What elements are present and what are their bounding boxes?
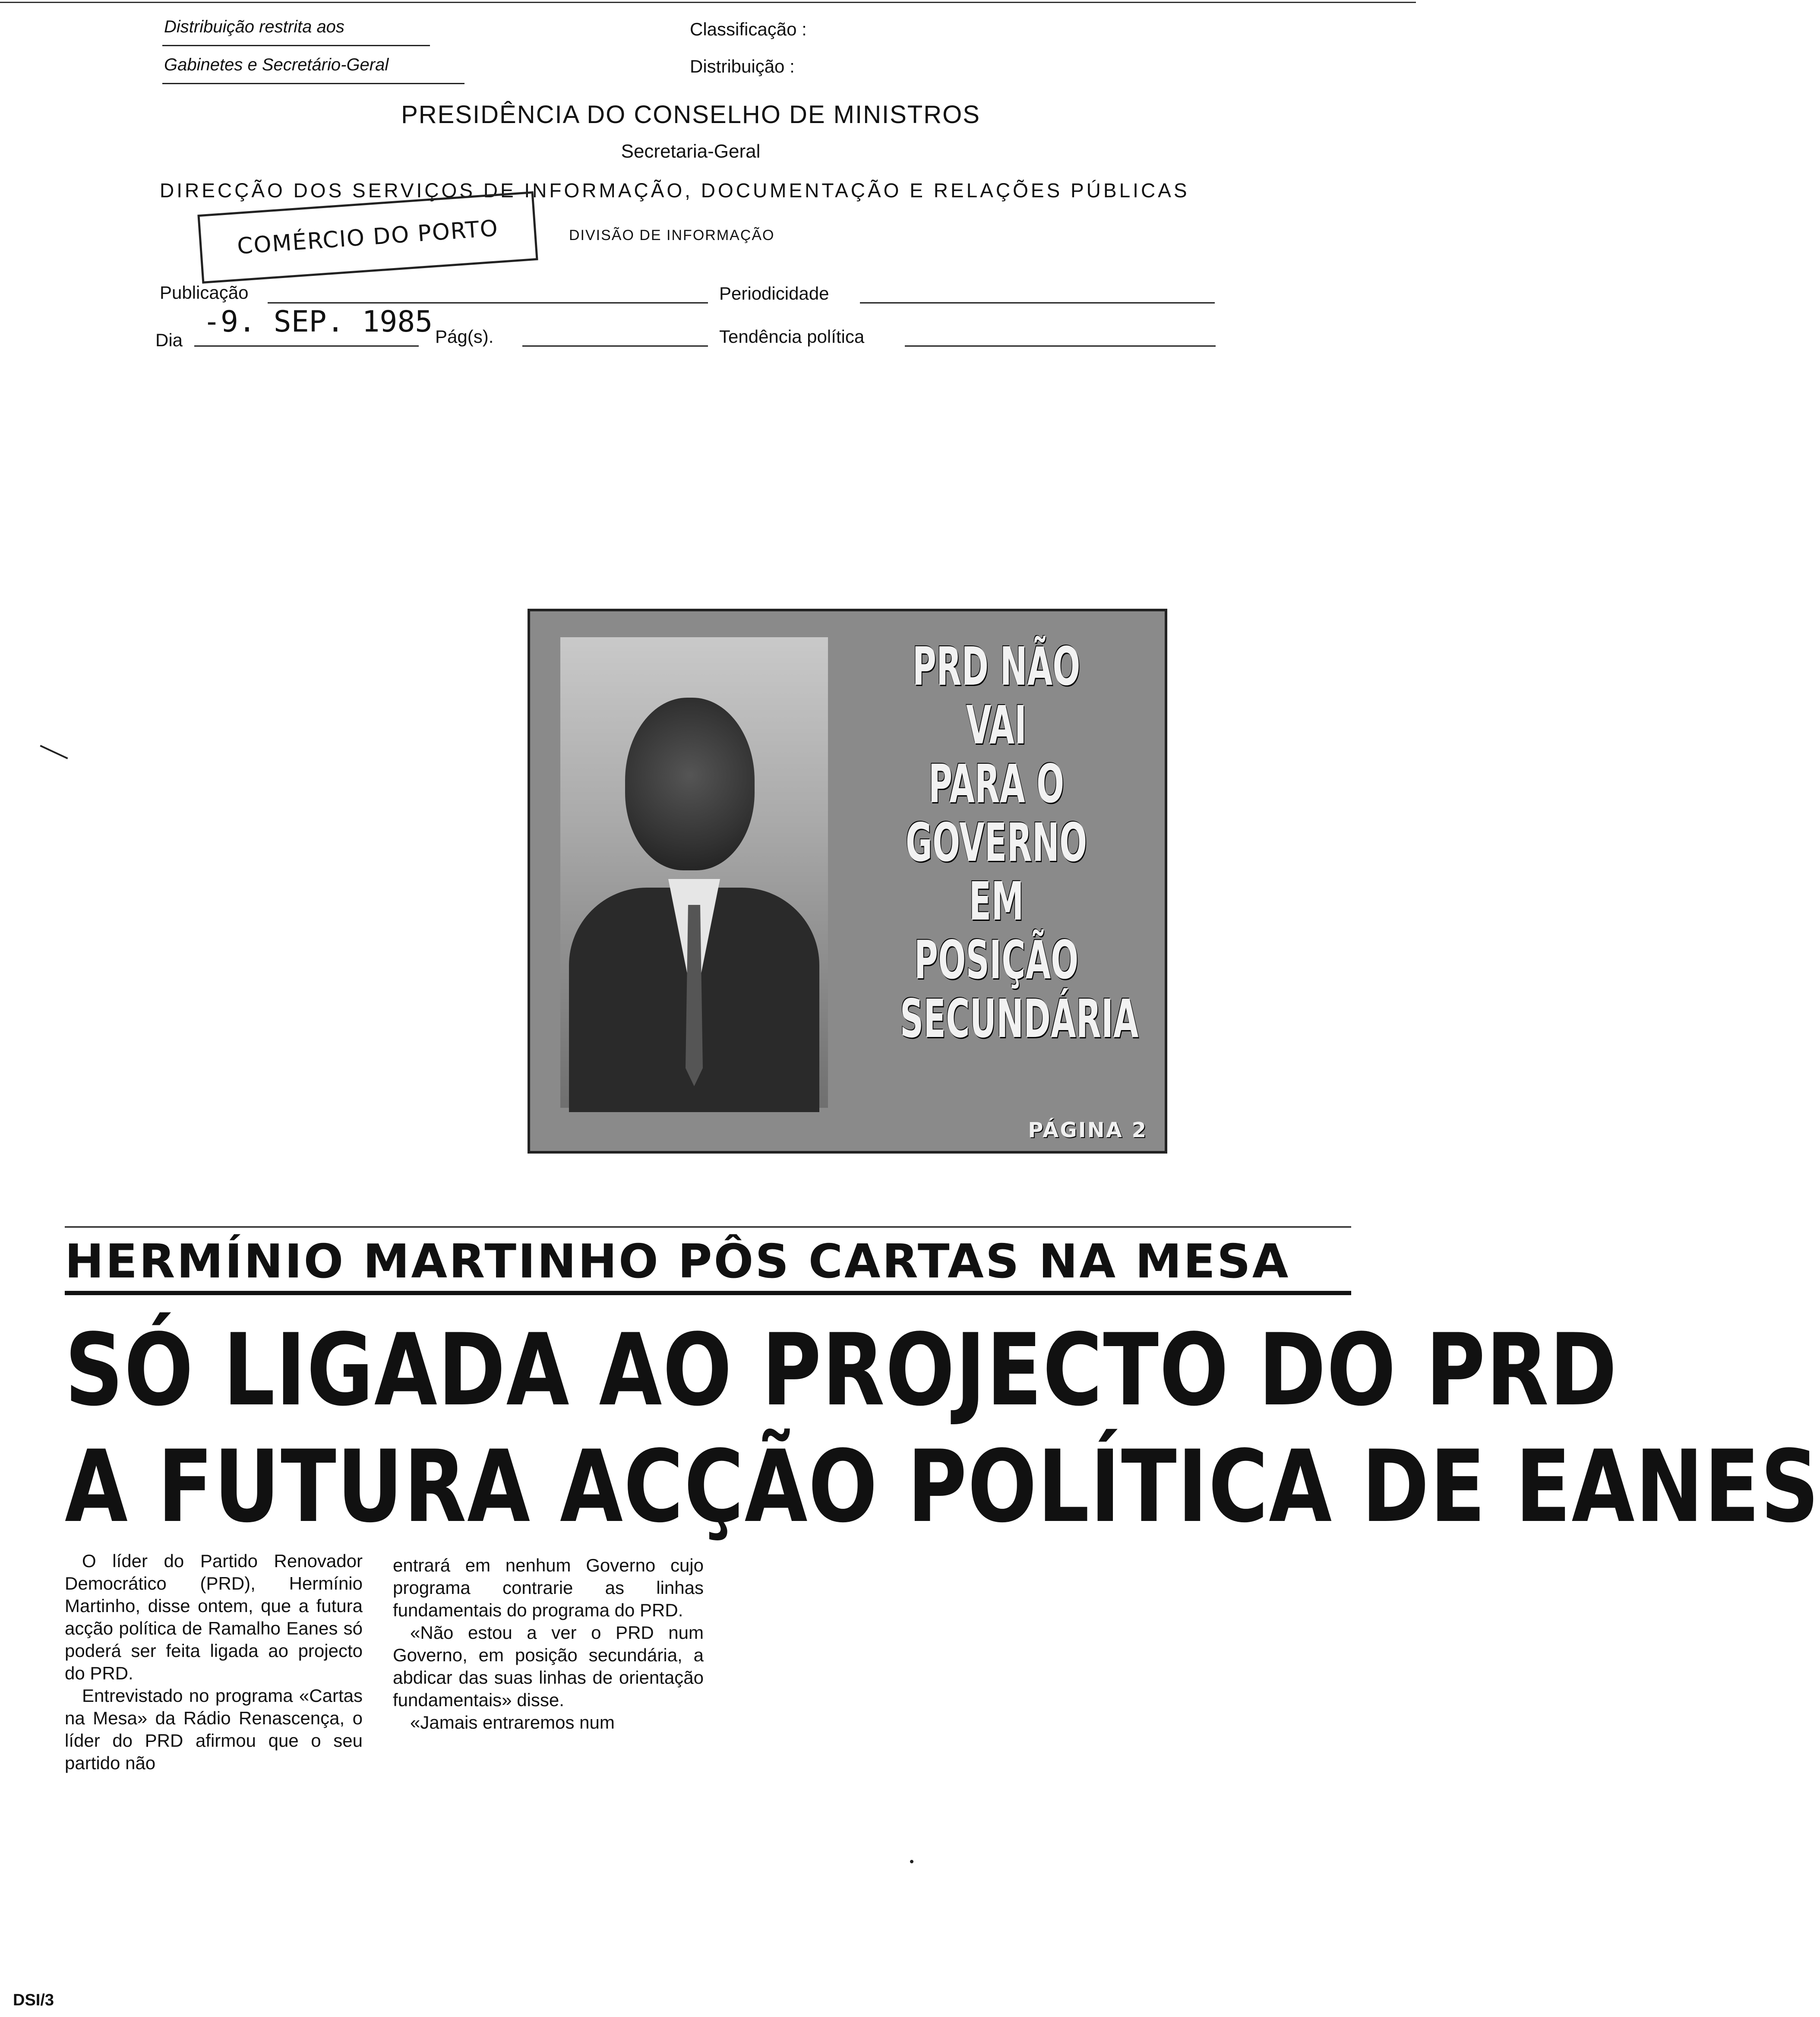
photo-headline-line-3: EM POSIÇÃO bbox=[914, 871, 1079, 991]
article-headline-line-1: SÓ LIGADA AO PROJECTO DO PRD bbox=[65, 1313, 1618, 1428]
scan-mark bbox=[910, 1860, 913, 1863]
pags-label: Pág(s). bbox=[435, 326, 494, 347]
article-column-2 bbox=[393, 1554, 704, 1734]
portrait-tie bbox=[686, 905, 703, 1086]
article-column-1 bbox=[65, 1550, 363, 1774]
newspaper-stamp: COMÉRCIO DO PORTO bbox=[197, 191, 538, 284]
photo-headline bbox=[900, 636, 1139, 1050]
periodicidade-label: Periodicidade bbox=[719, 283, 829, 303]
tendencia-label: Tendência política bbox=[719, 326, 865, 347]
publicacao-label: Publicação bbox=[160, 282, 249, 303]
photo-page-ref: PÁGINA 2 bbox=[1028, 1118, 1147, 1142]
article-paragraph: Entrevistado no programa «Cartas na Mesa» da Rádio Renascença, o líder do PRD afirmou que o seu partido não bbox=[65, 1685, 363, 1773]
distribuicao-label: Distribuição : bbox=[690, 56, 795, 76]
divisao-informacao: DIVISÃO DE INFORMAÇÃO bbox=[569, 227, 775, 243]
direccao-services-line: DIRECÇÃO DOS SERVIÇOS DE INFORMAÇÃO, DOCUMENTAÇÃO E RELAÇÕES PÚBLICAS bbox=[160, 179, 1190, 202]
photo-headline-line-2: PARA O GOVERNO bbox=[905, 753, 1087, 873]
form-code: DSI/3 bbox=[13, 1991, 54, 2009]
office-title: PRESIDÊNCIA DO CONSELHO DE MINISTROS bbox=[401, 101, 980, 129]
distribution-cabinets-line: Gabinetes e Secretário-Geral bbox=[164, 55, 389, 74]
portrait-head bbox=[625, 698, 755, 870]
article-paragraph: «Jamais entraremos num bbox=[410, 1712, 615, 1732]
dia-label: Dia bbox=[155, 330, 183, 350]
scan-mark bbox=[40, 745, 68, 759]
photo-clipping bbox=[528, 609, 1167, 1154]
article-paragraph: entrará em nenhum Governo cujo programa contrarie as linhas fundamentais do programa do PRD. bbox=[393, 1555, 704, 1620]
dia-value-stamp: -9. SEP. 1985 bbox=[203, 305, 433, 339]
distribution-restricted-line: Distribuição restrita aos bbox=[164, 17, 344, 36]
photo-headline-line-4: SECUNDÁRIA bbox=[900, 988, 1139, 1050]
secretaria-geral: Secretaria-Geral bbox=[621, 141, 761, 162]
article-paragraph: «Não estou a ver o PRD num Governo, em posição secundária, a abdicar das suas linhas de orientação fundamentais» disse. bbox=[393, 1622, 704, 1710]
portrait-photo bbox=[560, 637, 828, 1108]
article-kicker: HERMÍNIO MARTINHO PÔS CARTAS NA MESA bbox=[65, 1235, 1290, 1289]
classificacao-label: Classificação : bbox=[690, 19, 807, 39]
article-paragraph: O líder do Partido Renovador Democrático (PRD), Hermínio Martinho, disse ontem, que a futura acção política de Ramalho Eanes só poderá ser feita ligada ao projecto do PRD. bbox=[65, 1551, 363, 1683]
article-headline-line-2: A FUTURA ACÇÃO POLÍTICA DE EANES bbox=[65, 1429, 1820, 1545]
photo-headline-line-1: PRD NÃO VAI bbox=[912, 636, 1081, 756]
